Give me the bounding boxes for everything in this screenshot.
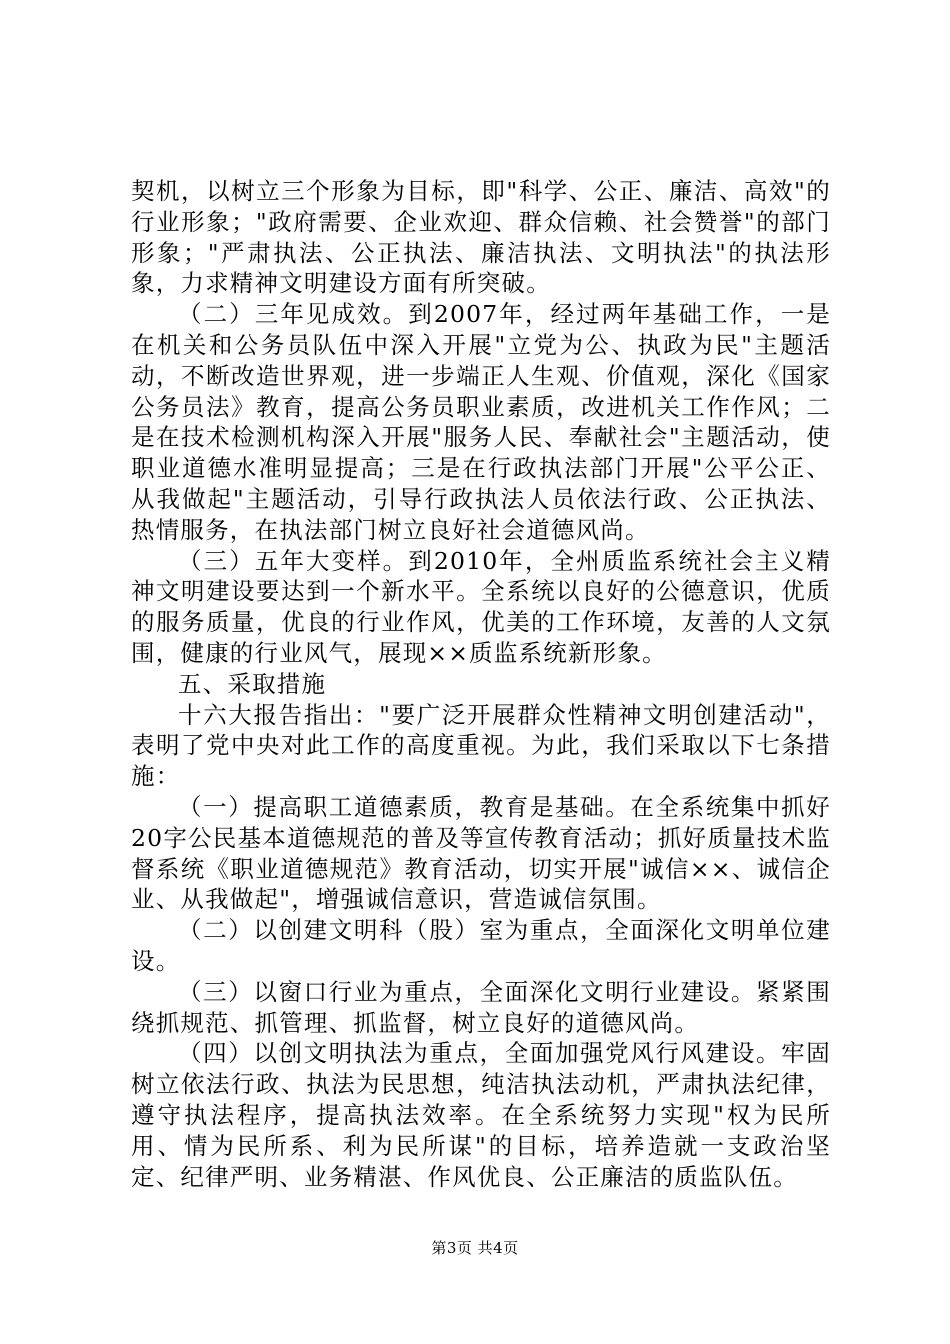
paragraph-continuation: 契机，以树立三个形象为目标，即"科学、公正、廉洁、高效"的行业形象；"政府需要、企业欢迎、群众信赖、社会赞誉"的部门形象；"严肃执法、公正执法、廉洁执法、文明执法"的执法形象，力求精神文明建设方面有所突破。 <box>131 177 831 298</box>
paragraph-measure-1: （一）提高职工道德素质，教育是基础。在全系统集中抓好20字公民基本道德规范的普及等宣传教育活动；抓好质量技术监督系统《职业道德规范》教育活动，切实开展"诚信××、诚信企业、从我做起"，增强诚信意识，营造诚信氛围。 <box>131 792 831 914</box>
paragraph-three-year-goal: （二）三年见成效。到2007年，经过两年基础工作，一是在机关和公务员队伍中深入开展"立党为公、执政为民"主题活动，不断改造世界观，进一步端正人生观、价值观，深化《国家公务员法》教育，提高公务员职业素质，改进机关工作作风；二是在技术检测机构深入开展"服务人民、奉献社会"主题活动，使职业道德水准明显提高；三是在行政执法部门开展"公平公正、从我做起"主题活动，引导行政执法人员依法行政、公正执法、热情服务，在执法部门树立良好社会道德风尚。 <box>131 300 831 544</box>
page-footer: 第3页 共4页 <box>431 1239 519 1257</box>
paragraph-five-year-goal: （三）五年大变样。到2010年，全州质监系统社会主义精神文明建设要达到一个新水平。全系统以良好的公德意识，优质的服务质量，优良的行业作风，优美的工作环境，友善的人文氛围，健康的行业风气，展现××质监系统新形象。 <box>131 546 831 667</box>
paragraph-measure-2: （二）以创建文明科（股）室为重点，全面深化文明单位建设。 <box>131 916 831 975</box>
paragraph-measure-4: （四）以创文明执法为重点，全面加强党风行风建设。牢固树立依法行政、执法为民思想，纯洁执法动机，严肃执法纪律，遵守执法程序，提高执法效率。在全系统努力实现"权为民所用、情为民所系、利为民所谋"的目标，培养造就一支政治坚定、纪律严明、业务精湛、作风优良、公正廉洁的质监队伍。 <box>131 1039 831 1191</box>
section-heading-measures: 五、采取措施 <box>178 669 327 698</box>
paragraph-measure-3: （三）以窗口行业为重点，全面深化文明行业建设。紧紧围绕抓规范、抓管理、抓监督，树立良好的道德风尚。 <box>131 977 831 1037</box>
document-body <box>131 176 831 1192</box>
paragraph-report-intro: 十六大报告指出："要广泛开展群众性精神文明创建活动"，表明了党中央对此工作的高度重视。为此，我们采取以下七条措施： <box>131 700 831 791</box>
